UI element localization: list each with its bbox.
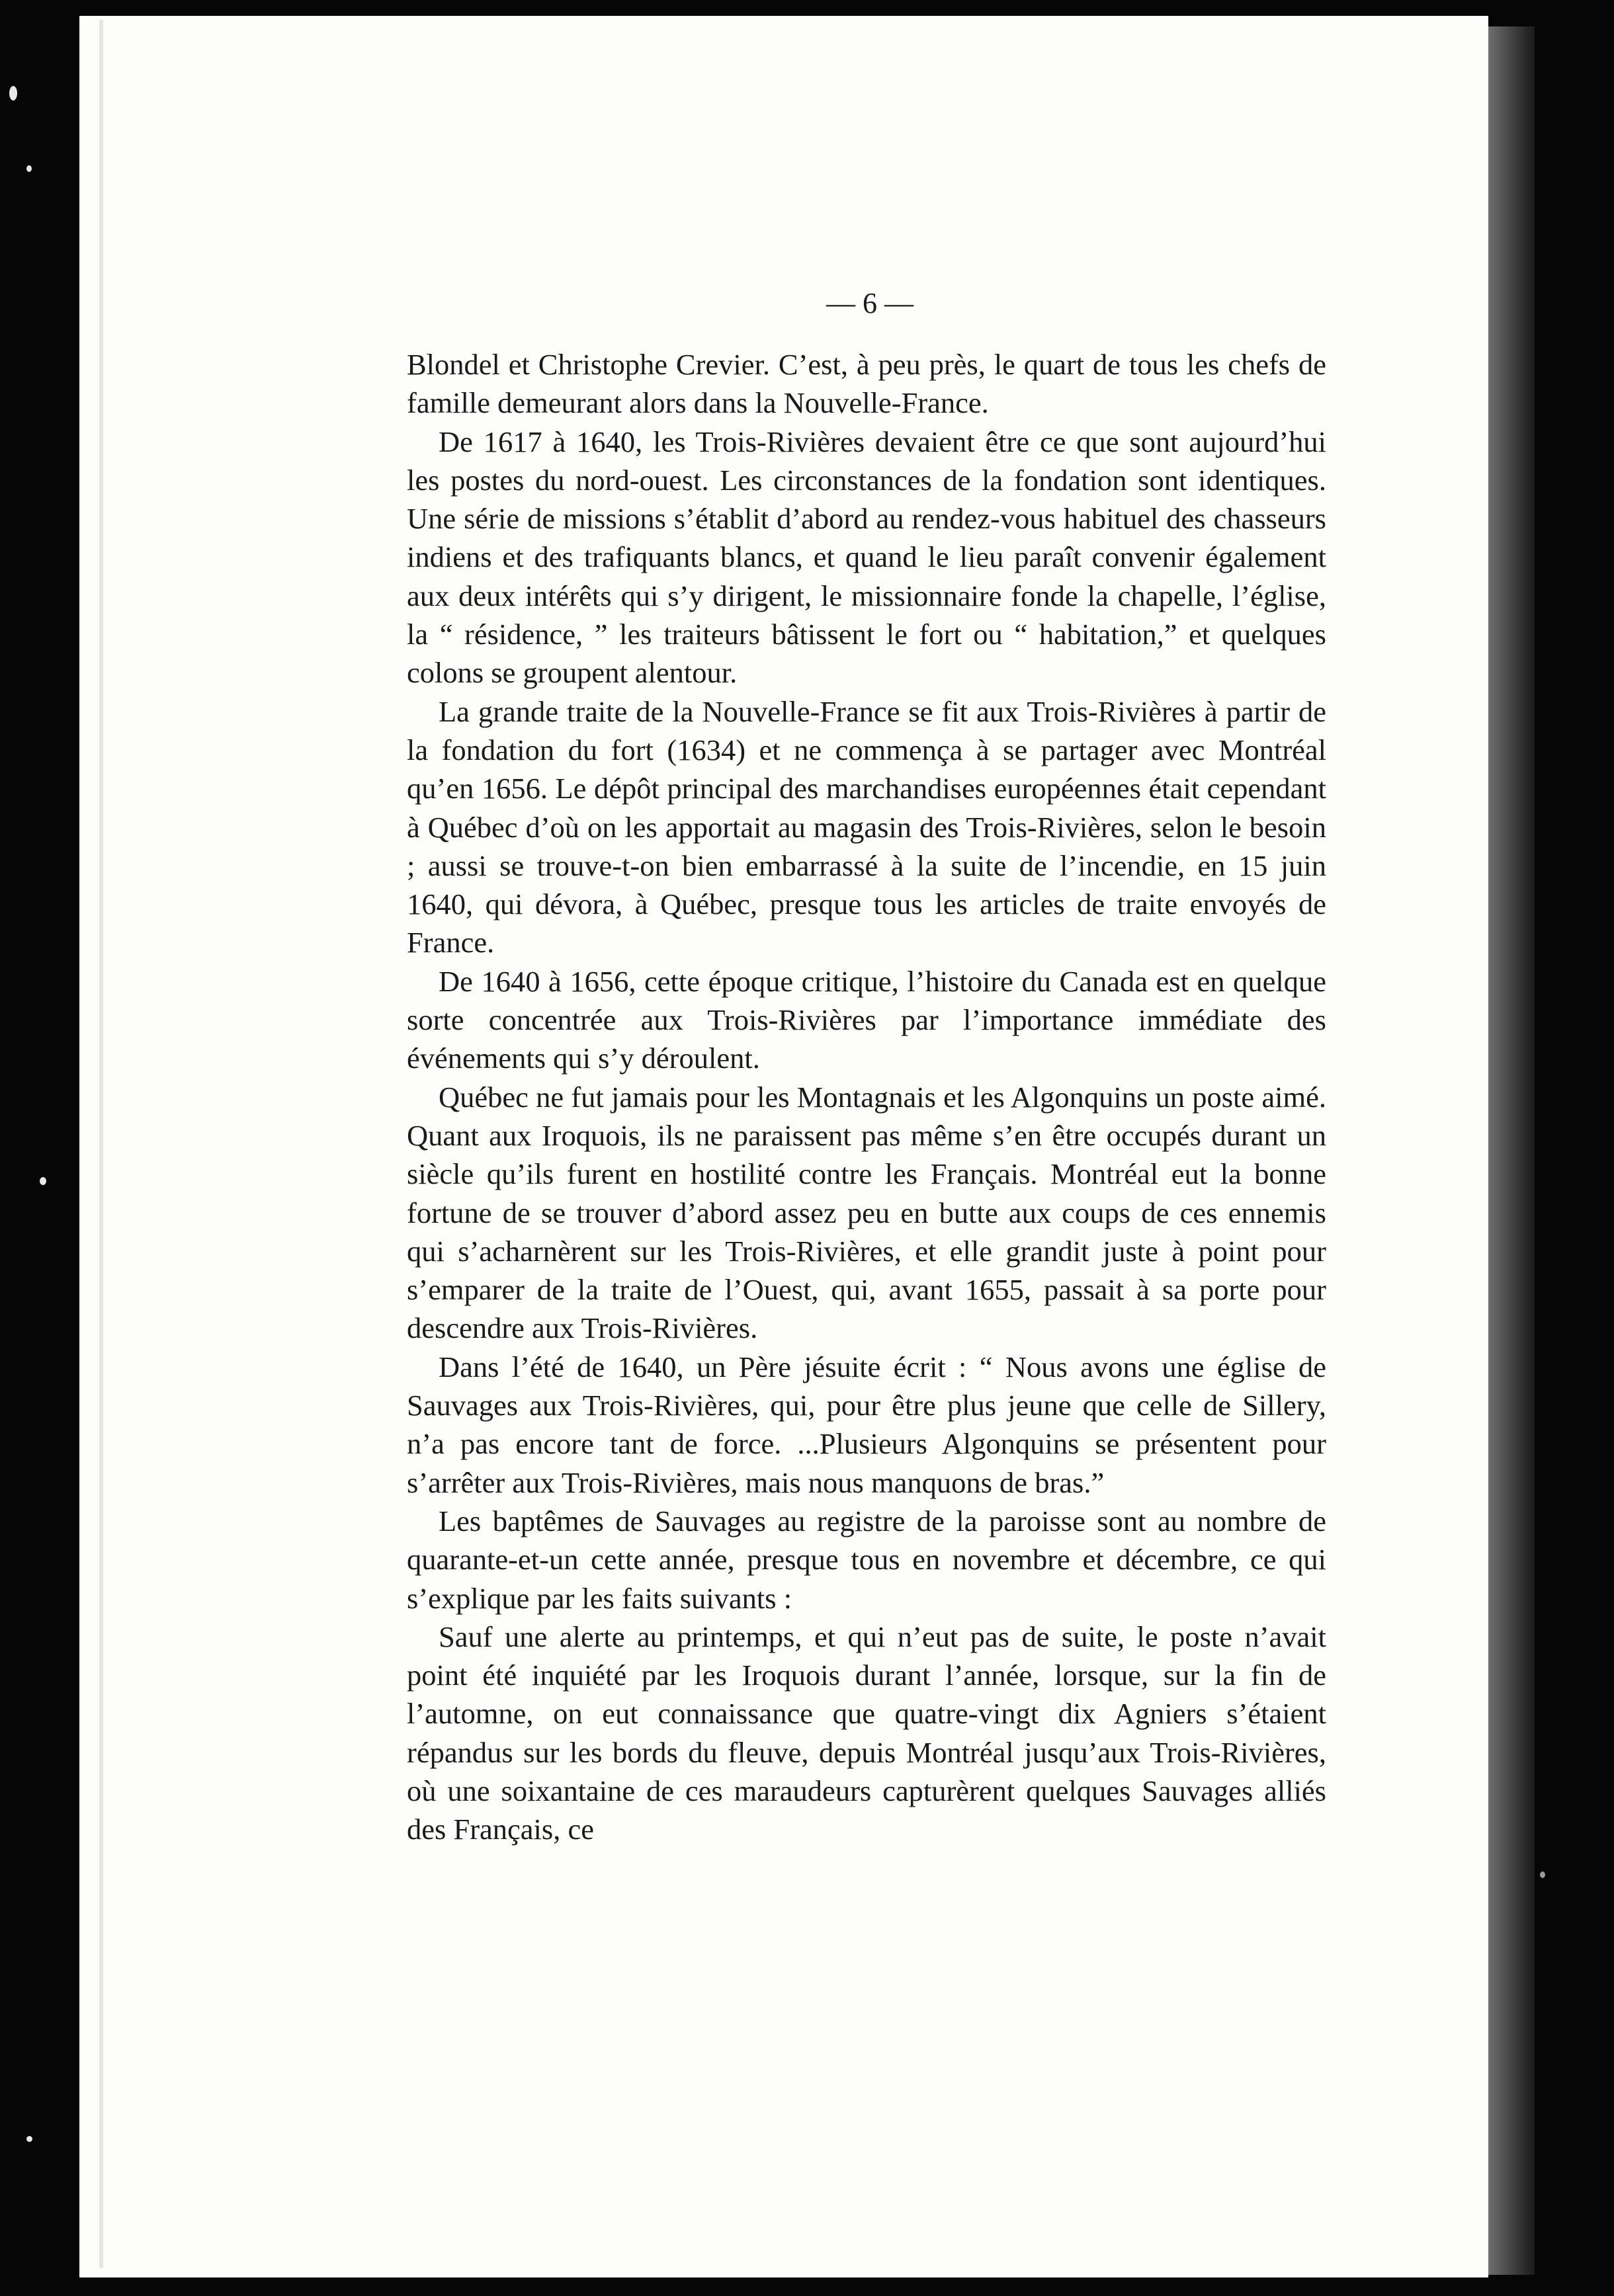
page-number: — 6 —	[826, 287, 913, 319]
scan-speck	[26, 2136, 32, 2142]
page-edge-shadow	[1488, 26, 1535, 2275]
paragraph-1: Blondel et Christophe Crevier. C’est, à peu près, le quart de tous les chefs de famille demeurant alors dans la Nouvelle-France.	[407, 348, 1326, 420]
paragraph-4: De 1640 à 1656, cette époque critique, l’histoire du Canada est en quelque sorte concentrée aux Trois-Rivières par l’importance immédiate des événements qui s’y déroulent.	[407, 964, 1326, 1075]
paragraph-6: Dans l’été de 1640, un Père jésuite écrit : “ Nous avons une église de Sauvages aux Trois-Rivières, qui, pour être plus jeune que celle de Sillery, n’a pas encore tant de force. ...Plusieurs Algonquins se présentent pour s’arrêter aux Trois-Rivières, mais nous manquons de bras.”	[407, 1350, 1326, 1499]
scan-speck	[1540, 1871, 1545, 1878]
paragraph-2: De 1617 à 1640, les Trois-Rivières devaient être ce que sont aujourd’hui les postes du nord-ouest. Les circonstances de la fondation sont identiques. Une série de missions s’établit d’abord au rendez-vous habituel des chasseurs indiens et des trafiquants blancs, et quand le lieu paraît convenir également aux deux intérêts qui s’y dirigent, le missionnaire fonde la chapelle, l’église, la “ résidence, ” les traiteurs bâtissent le fort ou “ habitation,” et quelques colons se groupent alentour.	[407, 425, 1326, 690]
paragraph-3: La grande traite de la Nouvelle-France se fit aux Trois-Rivières à partir de la fondation du fort (1634) et ne commença à se partager avec Montréal qu’en 1656. Le dépôt principal des marchandises européennes était cependant à Québec d’où on les apportait au magasin des Trois-Rivières, selon le besoin ; aussi se trouve-t-on bien embarrassé à la suite de l’incendie, en 15 juin 1640, qui dévora, à Québec, presque tous les articles de traite envoyés de France.	[407, 694, 1326, 960]
paragraph-8: Sauf une alerte au printemps, et qui n’eut pas de suite, le poste n’avait point été inquiété par les Iroquois durant l’année, lorsque, sur la fin de l’automne, on eut connaissance que quatre-vingt dix Agniers s’étaient répandus sur les bords du fleuve, depuis Montréal jusqu’aux Trois-Rivières, où une soixantaine de ces maraudeurs capturèrent quelques Sauvages alliés des Français, ce	[407, 1620, 1326, 1846]
scan-speck	[9, 86, 17, 101]
paragraph-7: Les baptêmes de Sauvages au registre de la paroisse sont au nombre de quarante-et-un cette année, presque tous en novembre et décembre, ce qui s’explique par les faits suivants :	[407, 1504, 1326, 1615]
scan-speck	[40, 1177, 46, 1185]
page-text-block	[407, 284, 1326, 1849]
paragraph-5: Québec ne fut jamais pour les Montagnais et les Algonquins un poste aimé. Quant aux Iroquois, ils ne paraissent pas même s’en être occupés durant un siècle qu’ils furent en hostilité contre les Français. Montréal eut la bonne fortune de se trouver d’abord assez peu en butte aux coups de ces ennemis qui s’acharnèrent sur les Trois-Rivières, et elle grandit juste à point pour s’emparer de la traite de l’Ouest, qui, avant 1655, passait à sa porte pour descendre aux Trois-Rivières.	[407, 1080, 1326, 1345]
scan-speck	[26, 165, 32, 172]
page-binding-edge	[99, 20, 103, 2268]
